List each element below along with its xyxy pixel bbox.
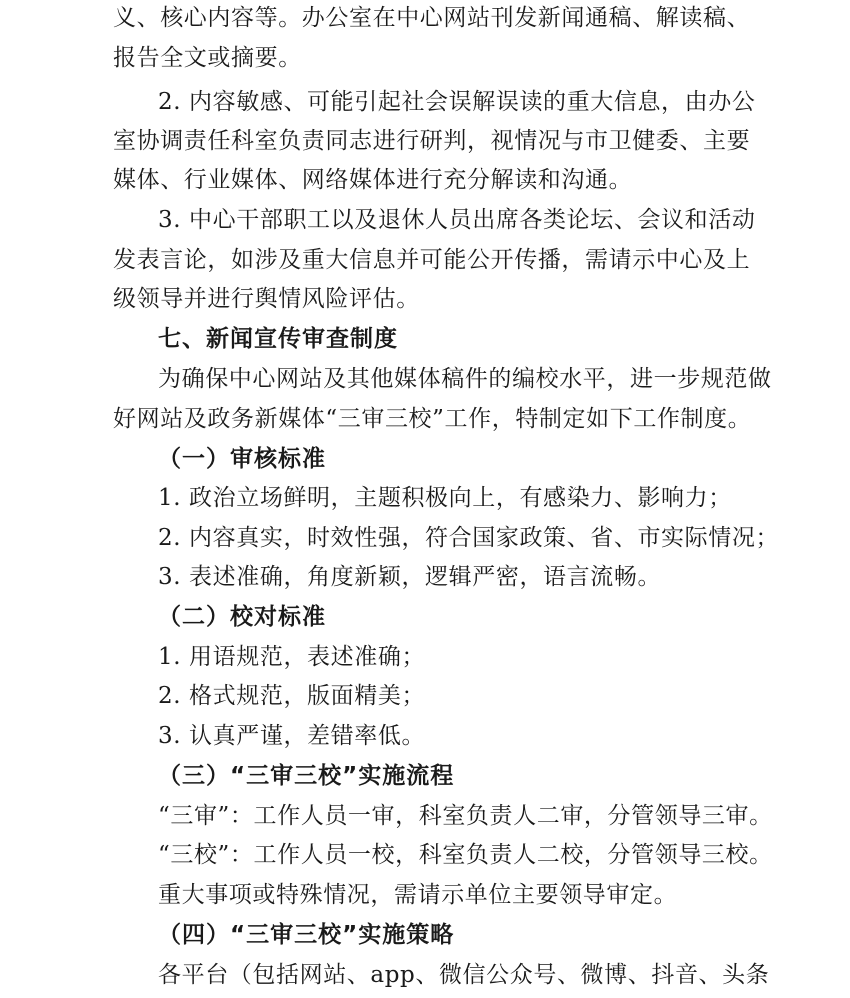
text-line-10: 为确保中心网站及其他媒体稿件的编校水平，进一步规范做 xyxy=(158,366,772,392)
text-line-4: 室协调责任科室负责同志进行研判，视情况与市卫健委、主要 xyxy=(113,128,751,154)
subheading-review-standard: （一）审核标准 xyxy=(158,446,326,472)
subheading-proofread-standard: （二）校对标准 xyxy=(158,604,326,630)
text-line-21: “三审”：工作人员一审，科室负责人二审，分管领导三审。 xyxy=(158,803,773,829)
text-line-7: 发表言论，如涉及重大信息并可能公开传播，需请示中心及上 xyxy=(113,247,751,273)
subheading-strategy: （四）“三审三校”实施策略 xyxy=(158,922,455,948)
text-line-8: 级领导并进行舆情风险评估。 xyxy=(113,286,420,312)
text-line-5: 媒体、行业媒体、网络媒体进行充分解读和沟通。 xyxy=(113,167,633,193)
text-line-3: 2. 内容敏感、可能引起社会误解误读的重大信息，由办公 xyxy=(158,89,756,115)
text-line-2: 报告全文或摘要。 xyxy=(113,45,302,71)
text-line-25: 各平台（包括网站、app、微信公众号、微博、抖音、头条 xyxy=(158,962,770,988)
text-line-17: 1. 用语规范，表述准确； xyxy=(158,644,426,670)
text-line-13: 1. 政治立场鲜明，主题积极向上，有感染力、影响力； xyxy=(158,485,732,511)
text-line-18: 2. 格式规范，版面精美； xyxy=(158,683,426,709)
text-line-22: “三校”：工作人员一校，科室负责人二校，分管领导三校。 xyxy=(158,842,773,868)
text-line-6: 3. 中心干部职工以及退休人员出席各类论坛、会议和活动 xyxy=(158,207,756,233)
text-line-14: 2. 内容真实，时效性强，符合国家政策、省、市实际情况； xyxy=(158,525,780,551)
text-line-23: 重大事项或特殊情况，需请示单位主要领导审定。 xyxy=(158,882,678,908)
text-line-15: 3. 表述准确，角度新颖，逻辑严密，语言流畅。 xyxy=(158,564,662,590)
text-line-19: 3. 认真严谨，差错率低。 xyxy=(158,723,426,749)
text-line-11: 好网站及政务新媒体“三审三校”工作，特制定如下工作制度。 xyxy=(113,406,752,432)
section-heading-7: 七、新闻宣传审查制度 xyxy=(158,326,398,352)
text-line-1: 义、核心内容等。办公室在中心网站刊发新闻通稿、解读稿、 xyxy=(113,5,751,31)
subheading-process: （三）“三审三校”实施流程 xyxy=(158,763,455,789)
